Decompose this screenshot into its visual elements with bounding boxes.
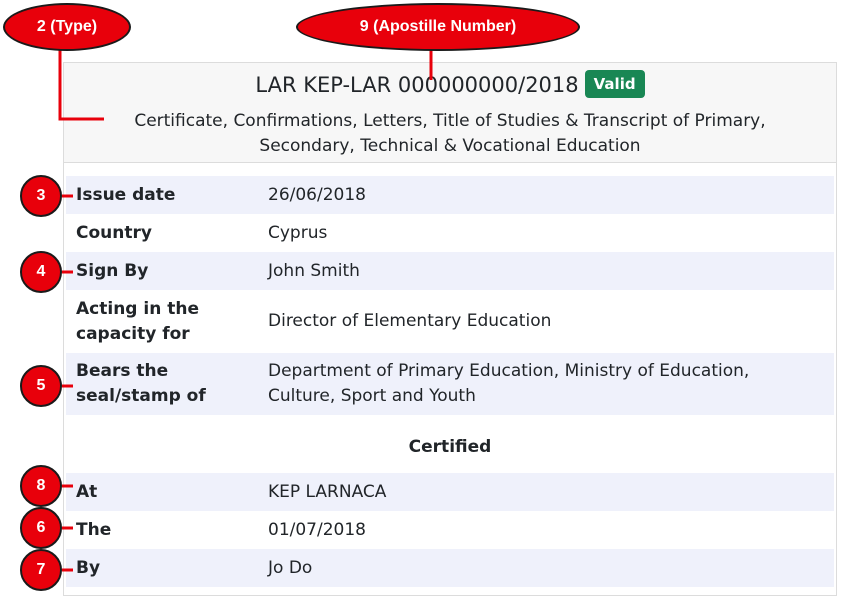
callout-at: 8 <box>20 465 62 507</box>
row-sign-by <box>66 252 834 290</box>
callout-bears-seal: 5 <box>20 365 62 407</box>
apostille-number: LAR KEP-LAR 000000000/2018 <box>255 73 579 97</box>
callout-by: 7 <box>20 549 62 591</box>
callout-type: 2 (Type) <box>3 3 131 51</box>
certified-by-value: Jo Do <box>268 557 313 578</box>
country-value: Cyprus <box>268 222 328 243</box>
apostille-title <box>64 70 836 100</box>
bears-seal-value: Department of Primary Education, Ministry of Education, Culture, Sport and Youth <box>268 361 750 406</box>
acting-capacity-value: Director of Elementary Education <box>268 311 552 331</box>
certified-by-label: By <box>76 557 101 578</box>
callout-the: 6 <box>20 507 62 549</box>
certified-the-label: The <box>76 519 112 540</box>
certified-at-label: At <box>76 481 98 502</box>
document-type: Certificate, Confirmations, Letters, Title of Studies & Transcript of Primary, Secondary, Technical & Vocational Education <box>134 111 766 156</box>
acting-capacity-label: Acting in the capacity for <box>76 298 199 344</box>
certified-the-value: 01/07/2018 <box>268 519 366 540</box>
country-label: Country <box>76 222 152 243</box>
issue-date-value: 26/06/2018 <box>268 184 366 205</box>
issue-date-label: Issue date <box>76 184 176 205</box>
bears-seal-label: Bears the seal/stamp of <box>76 361 206 406</box>
callout-issue-date: 3 <box>20 175 62 217</box>
row-certified-at <box>66 473 834 511</box>
row-certified-the <box>66 511 834 549</box>
certified-heading: Certified <box>408 437 492 457</box>
certified-at-value: KEP LARNACA <box>268 481 387 502</box>
callout-sign-by: 4 <box>20 251 62 293</box>
sign-by-label: Sign By <box>76 260 149 281</box>
sign-by-value: John Smith <box>268 260 360 281</box>
row-bears-seal <box>66 353 834 415</box>
row-issue-date <box>66 176 834 214</box>
row-certified-by <box>66 549 834 587</box>
row-acting-capacity <box>66 290 834 353</box>
apostille-header <box>64 63 836 163</box>
row-country <box>66 214 834 252</box>
callout-apostille-number: 9 (Apostille Number) <box>296 3 580 51</box>
status-badge: Valid <box>585 70 645 98</box>
apostille-card <box>63 62 837 596</box>
